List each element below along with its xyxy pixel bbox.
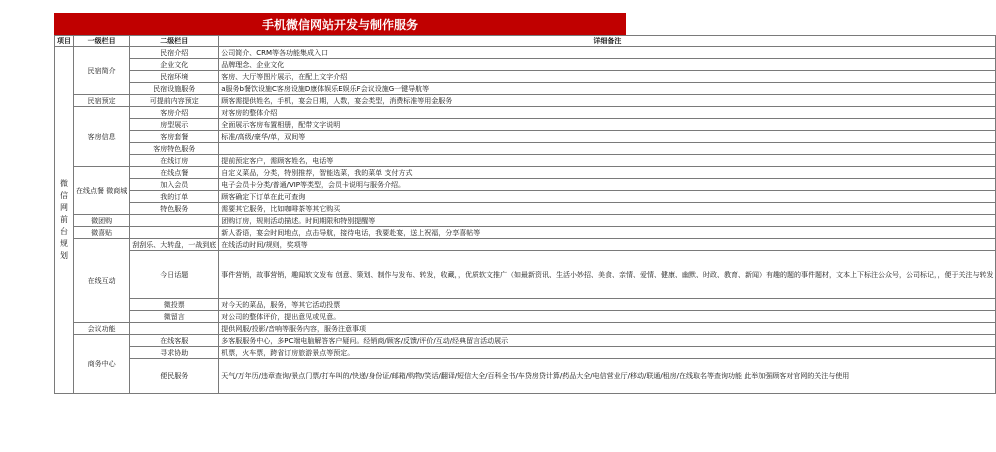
table-row bbox=[55, 107, 996, 119]
level1-cell: 在线互动 bbox=[74, 239, 130, 323]
project-cell bbox=[55, 47, 74, 394]
level2-cell: 客房介绍 bbox=[130, 107, 219, 119]
level2-cell: 房型展示 bbox=[130, 119, 219, 131]
note-cell: 标准/高级/豪华/单，双间等 bbox=[219, 131, 996, 143]
note-cell: 顾客需提供姓名，手机，宴会日期，人数，宴会类型，消费标准等用金服务 bbox=[219, 95, 996, 107]
note-cell: 新人香语，宴会时间地点，点击导航，接待电话，我要赴宴，送上祝福，分享喜帖等 bbox=[219, 227, 996, 239]
table-row bbox=[55, 191, 996, 203]
level1-cell: 客房信息 bbox=[74, 107, 130, 167]
sheet-title: 手机微信网站开发与制作服务 bbox=[54, 13, 626, 35]
note-cell: 对公司的整体评价，提出意见或见意。 bbox=[219, 311, 996, 323]
note-cell: 公司简介、CRM等各功能集成入口 bbox=[219, 47, 996, 59]
note-cell: 天气/万年历/违章查询/景点门票/打车叫的/快递/身份证/邮箱/购物/笑话/翻译/短信大全/百科全书/车贷房贷计算/药品大全/电信营业厅/移动/联通/租房/在线取名等查询功能 此举加强顾客对官网的关注与使用 bbox=[219, 359, 996, 394]
level2-cell: 在线订房 bbox=[130, 155, 219, 167]
note-cell: 品牌理念、企业文化 bbox=[219, 59, 996, 71]
level2-cell: 民宿设施服务 bbox=[130, 83, 219, 95]
level2-cell bbox=[130, 323, 219, 335]
project-label: 微信网前台规划 bbox=[60, 179, 68, 260]
level2-cell: 便民服务 bbox=[130, 359, 219, 394]
level2-cell: 民宿介绍 bbox=[130, 47, 219, 59]
table-row bbox=[55, 179, 996, 191]
table-row bbox=[55, 131, 996, 143]
table-row bbox=[55, 347, 996, 359]
level1-cell: 民宿简介 bbox=[74, 47, 130, 95]
table-row bbox=[55, 239, 996, 251]
table-body bbox=[55, 47, 996, 394]
level2-cell: 微留言 bbox=[130, 311, 219, 323]
note-cell: a服务b餐饮设施C客房设施D康体娱乐E娱乐F会议设施G一键导航等 bbox=[219, 83, 996, 95]
note-cell: 顾客确定下订单在此可查询 bbox=[219, 191, 996, 203]
level2-cell: 我的订单 bbox=[130, 191, 219, 203]
header-project: 项目 bbox=[55, 36, 74, 47]
table-row bbox=[55, 227, 996, 239]
level2-cell: 客房特色服务 bbox=[130, 143, 219, 155]
level2-cell: 今日话题 bbox=[130, 251, 219, 299]
table-row bbox=[55, 119, 996, 131]
level2-cell: 寻求协助 bbox=[130, 347, 219, 359]
level1-cell: 会议功能 bbox=[74, 323, 130, 335]
note-cell: 电子会员卡分类/普通/VIP等类型，会员卡说明与服务介绍。 bbox=[219, 179, 996, 191]
note-cell: 对今天的菜品，服务，等其它活动投票 bbox=[219, 299, 996, 311]
table-row bbox=[55, 83, 996, 95]
level2-cell bbox=[130, 227, 219, 239]
note-cell: 提供网服/投影/音响等服务内容，服务注意事项 bbox=[219, 323, 996, 335]
level2-cell: 在线点餐 bbox=[130, 167, 219, 179]
level1-cell: 在线点餐 微商城 bbox=[74, 167, 130, 215]
level2-cell: 刮刮乐、大转盘，一战到底 bbox=[130, 239, 219, 251]
level2-cell: 在线客服 bbox=[130, 335, 219, 347]
table-row bbox=[55, 251, 996, 299]
table-row bbox=[55, 47, 996, 59]
service-table bbox=[54, 35, 996, 394]
level2-cell: 微投票 bbox=[130, 299, 219, 311]
table-row bbox=[55, 71, 996, 83]
table-row bbox=[55, 359, 996, 394]
table-row bbox=[55, 215, 996, 227]
note-cell: 提前预定客户，需顾客姓名，电话等 bbox=[219, 155, 996, 167]
level2-cell: 企业文化 bbox=[130, 59, 219, 71]
note-cell: 团购订房，规则活动描述。时间期限和特别提醒等 bbox=[219, 215, 996, 227]
note-cell: 全面展示客房布置相册，配带文字说明 bbox=[219, 119, 996, 131]
level2-cell bbox=[130, 215, 219, 227]
header-level1: 一级栏目 bbox=[74, 36, 130, 47]
table-row bbox=[55, 323, 996, 335]
level2-cell: 特色服务 bbox=[130, 203, 219, 215]
level2-cell: 客房套餐 bbox=[130, 131, 219, 143]
level2-cell: 可提前内容预定 bbox=[130, 95, 219, 107]
table-row bbox=[55, 311, 996, 323]
note-cell: 事件营销，故事营销，趣闻软文发布 创意、策划、制作与发布、转发，收藏，，优质软文推广（如最新资讯、生活小妙招、美食、亲情、爱情、健康、幽默、时政、教育、新闻）有趣的题的事件题材，文本上下标注公众号，公司标记，，便于关注与转发 bbox=[219, 251, 996, 299]
note-cell bbox=[219, 143, 996, 155]
level2-cell: 加入会员 bbox=[130, 179, 219, 191]
header-notes: 详细备注 bbox=[219, 36, 996, 47]
table-row bbox=[55, 203, 996, 215]
header-row bbox=[55, 36, 996, 47]
note-cell: 机票，火车票，跨省订房旅游景点等预定。 bbox=[219, 347, 996, 359]
note-cell: 客房、大厅等图片展示，在配上文字介绍 bbox=[219, 71, 996, 83]
table-row bbox=[55, 335, 996, 347]
table-row bbox=[55, 59, 996, 71]
table-row bbox=[55, 143, 996, 155]
level1-cell: 微喜贴 bbox=[74, 227, 130, 239]
table-row bbox=[55, 95, 996, 107]
level2-cell: 民宿环境 bbox=[130, 71, 219, 83]
table-row bbox=[55, 155, 996, 167]
note-cell: 对客房的整体介绍 bbox=[219, 107, 996, 119]
level1-cell: 民宿预定 bbox=[74, 95, 130, 107]
note-cell: 需要其它服务，比如咖啡茶等其它购买 bbox=[219, 203, 996, 215]
note-cell: 多客服服务中心，多PC端电脑解答客户疑问。经销商/顾客/反馈/评价/互动/经典留言活动展示 bbox=[219, 335, 996, 347]
header-level2: 二级栏目 bbox=[130, 36, 219, 47]
table-row bbox=[55, 167, 996, 179]
note-cell: 在线活动时间/规则，奖项等 bbox=[219, 239, 996, 251]
level1-cell: 微团购 bbox=[74, 215, 130, 227]
level1-cell: 商务中心 bbox=[74, 335, 130, 394]
table-row bbox=[55, 299, 996, 311]
note-cell: 自定义菜品，分类，特别推荐，智能选菜，我的菜单 支付方式 bbox=[219, 167, 996, 179]
